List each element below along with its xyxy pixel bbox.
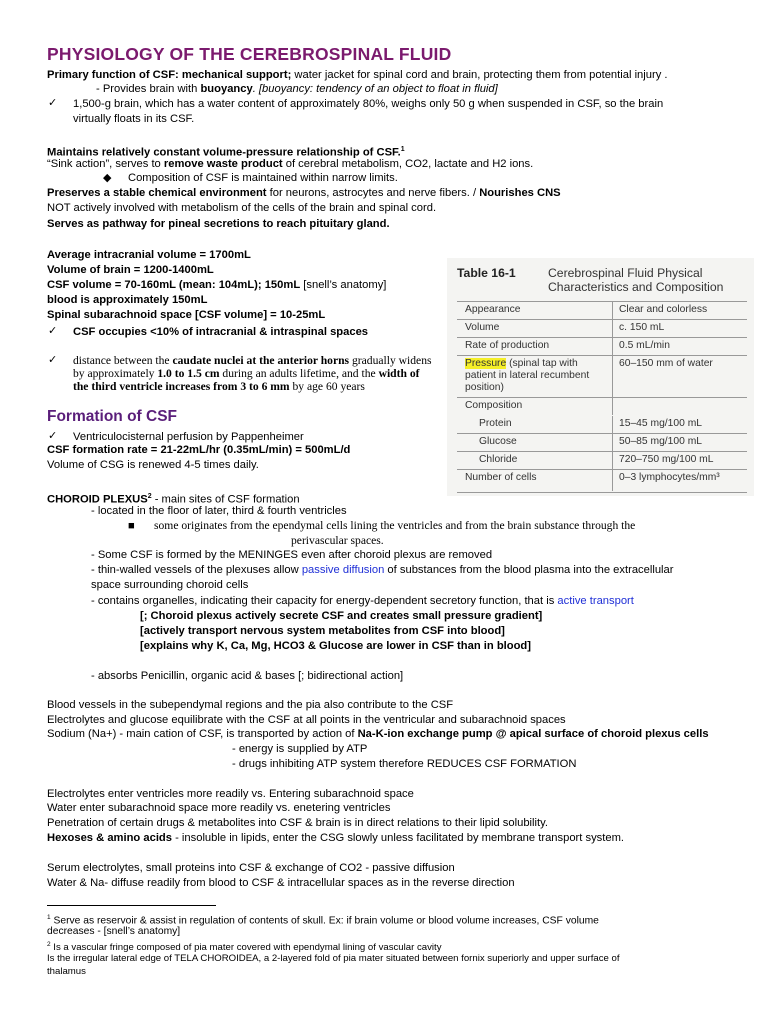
caudate-line-2: by approximately 1.0 to 1.5 cm during an adults lifetime, and the width of [73, 367, 420, 380]
table-number: Table 16-1 [457, 266, 516, 280]
bracket-note-2: [actively transport nervous system metabolites from CSF into blood] [140, 625, 505, 637]
thin-walled-line: - thin-walled vessels of the plexuses allow passive diffusion of substances from the blood plasma into the extracellular [91, 564, 674, 576]
csf-characteristics-table [447, 258, 754, 496]
absorbs-line: - absorbs Penicillin, organic acid & bases [; bidirectional action] [91, 670, 404, 682]
table-row: Number of cells 0–3 lymphocytes/mm³ [457, 469, 747, 493]
csf-occupies-line: CSF occupies <10% of intracranial & intraspinal spaces [73, 326, 369, 338]
checkmark-icon: ✓ [48, 354, 58, 366]
footnote-1-line-2: decreases - [snell’s anatomy] [47, 926, 181, 937]
caudate-line-1: distance between the caudate nuclei at the anterior horns gradually widens [73, 354, 432, 367]
footnote-2-line-1: $^2$ Is a vascular fringe composed of pia mater covered with ependymal lining of vascular cavity [47, 941, 442, 954]
meninges-line: - Some CSF is formed by the MENINGES even after choroid plexus are removed [91, 549, 493, 561]
hexoses-line: Hexoses & amino acids - insoluble in lipids, enter the CSG slowly unless facilitated by membrane transport system. [47, 832, 625, 844]
page-title: PHYSIOLOGY OF THE CEREBROSPINAL FLUID [47, 44, 452, 64]
maintains-line: Maintains relatively constant volume-pressure relationship of CSF.$^1$ [47, 146, 405, 159]
ependymal-line-2: perivascular spaces. [291, 534, 384, 547]
table-row: Rate of production 0.5 mL/min [457, 337, 747, 356]
penetration-line: Penetration of certain drugs & metabolites into CSF & brain is in direct relations to their lipid solubility. [47, 817, 548, 829]
bracket-note-1: [; Choroid plexus actively secrete CSF and creates small pressure gradient] [140, 610, 543, 622]
formation-rate: CSF formation rate = 21-22mL/hr (0.35mL/min) = 500mL/d [47, 444, 351, 456]
spinal-volume: Spinal subarachnoid space [CSF volume] = 10-25mL [47, 309, 326, 321]
checkmark-icon: ✓ [48, 430, 58, 442]
caudate-line-3: the third ventricle increases from 3 to 6 mm by age 60 years [73, 380, 365, 393]
water-na-line: Water & Na- diffuse readily from blood to CSF & intracellular spaces as in the reverse direction [47, 877, 515, 889]
csf-volume: CSF volume = 70-160mL (mean: 104mL); 150mL [snell’s anatomy] [47, 279, 387, 291]
footnote-2-line-3: thalamus [47, 966, 86, 977]
bracket-note-3: [explains why K, Ca, Mg, HCO3 & Glucose are lower in CSF than in blood] [140, 640, 531, 652]
pathway-line: Serves as pathway for pineal secretions to reach pituitary gland. [47, 218, 390, 230]
not-active-line: NOT actively involved with metabolism of the cells of the brain and spinal cord. [47, 202, 437, 214]
blood-volume: blood is approximately 150mL [47, 294, 208, 306]
checkmark-icon: ✓ [48, 325, 58, 337]
square-bullet-icon: ■ [128, 520, 135, 532]
choroid-plexus-line: CHOROID PLEXUS$^2$ - main sites of CSF formation [47, 493, 300, 506]
ependymal-line-1: some originates from the ependymal cells lining the ventricles and from the brain substance through the [154, 519, 636, 532]
footnote-1-line-1: $^1$ Serve as reservoir & assist in regulation of contents of skull. Ex: if brain volume or blood volume increases, CSF volume [47, 914, 599, 927]
checkmark-icon: ✓ [48, 97, 58, 109]
sodium-line: Sodium (Na+) - main cation of CSF, is transported by action of Na-K-ion exchange pump @ apical surface of choroid plexus cells [47, 728, 709, 740]
table-row: Glucose 50–85 mg/100 mL [457, 433, 747, 452]
serum-line: Serum electrolytes, small proteins into CSF & exchange of CO2 - passive diffusion [47, 862, 455, 874]
drugs-atp-line: - drugs inhibiting ATP system therefore REDUCES CSF FORMATION [232, 758, 577, 770]
table-row: Protein 15–45 mg/100 mL [457, 415, 747, 434]
composition-line: Composition of CSF is maintained within narrow limits. [128, 172, 398, 184]
equilibrate-line: Electrolytes and glucose equilibrate with the CSF at all points in the ventricular and subarachnoid spaces [47, 714, 566, 726]
intracranial-volume: Average intracranial volume = 1700mL [47, 249, 251, 261]
water-line: Water enter subarachnoid space more readily vs. enetering ventricles [47, 802, 391, 814]
brain-weight-line-1: 1,500-g brain, which has a water content of approximately 80%, weighs only 50 g when suspended in CSF, so the brain [73, 98, 664, 110]
table-caption: Cerebrospinal Fluid Physical Characteristics and Composition [548, 266, 724, 294]
blood-vessels-line: Blood vessels in the subependymal regions and the pia also contribute to the CSF [47, 699, 454, 711]
brain-weight-line-2: virtually floats in its CSF. [73, 113, 195, 125]
table-row: Pressure (spinal tap with patient in lateral recumbent position) 60–150 mm of water [457, 355, 747, 398]
electrolytes-line: Electrolytes enter ventricles more readily vs. Entering subarachnoid space [47, 788, 414, 800]
footnote-divider [47, 905, 216, 906]
primary-function-line: Primary function of CSF: mechanical support; water jacket for spinal cord and brain, protecting them from potential injury . [47, 69, 668, 81]
formation-heading: Formation of CSF [47, 408, 178, 425]
diamond-bullet-icon: ◆ [103, 172, 112, 184]
table-row: Appearance Clear and colorless [457, 301, 747, 320]
pappenheimer-line: Ventriculocisternal perfusion by Pappenheimer [73, 431, 304, 443]
table-row: Chloride 720–750 mg/100 mL [457, 451, 747, 470]
brain-volume: Volume of brain = 1200-1400mL [47, 264, 214, 276]
sink-action-line: “Sink action”, serves to remove waste product of cerebral metabolism, CO2, lactate and H2 ions. [47, 158, 534, 170]
organelles-line: - contains organelles, indicating their capacity for energy-dependent secretory function, that is active transport [91, 595, 634, 607]
thin-walled-line-2: space surrounding choroid cells [91, 579, 249, 591]
table-row: Composition [457, 397, 747, 416]
table-row: Volume c. 150 mL [457, 319, 747, 338]
footnote-2-line-2: Is the irregular lateral edge of TELA CHOROIDEA, a 2-layered fold of pia mater situated between fornix superiorly and upper surface of [47, 953, 620, 964]
preserves-line: Preserves a stable chemical environment for neurons, astrocytes and nerve fibers. / Nourishes CNS [47, 187, 561, 199]
buoyancy-line: - Provides brain with buoyancy. [buoyancy: tendency of an object to float in fluid] [96, 83, 498, 95]
located-line: - located in the floor of later, third & fourth ventricles [91, 505, 347, 517]
renewed-line: Volume of CSG is renewed 4-5 times daily. [47, 459, 259, 471]
atp-line: - energy is supplied by ATP [232, 743, 368, 755]
